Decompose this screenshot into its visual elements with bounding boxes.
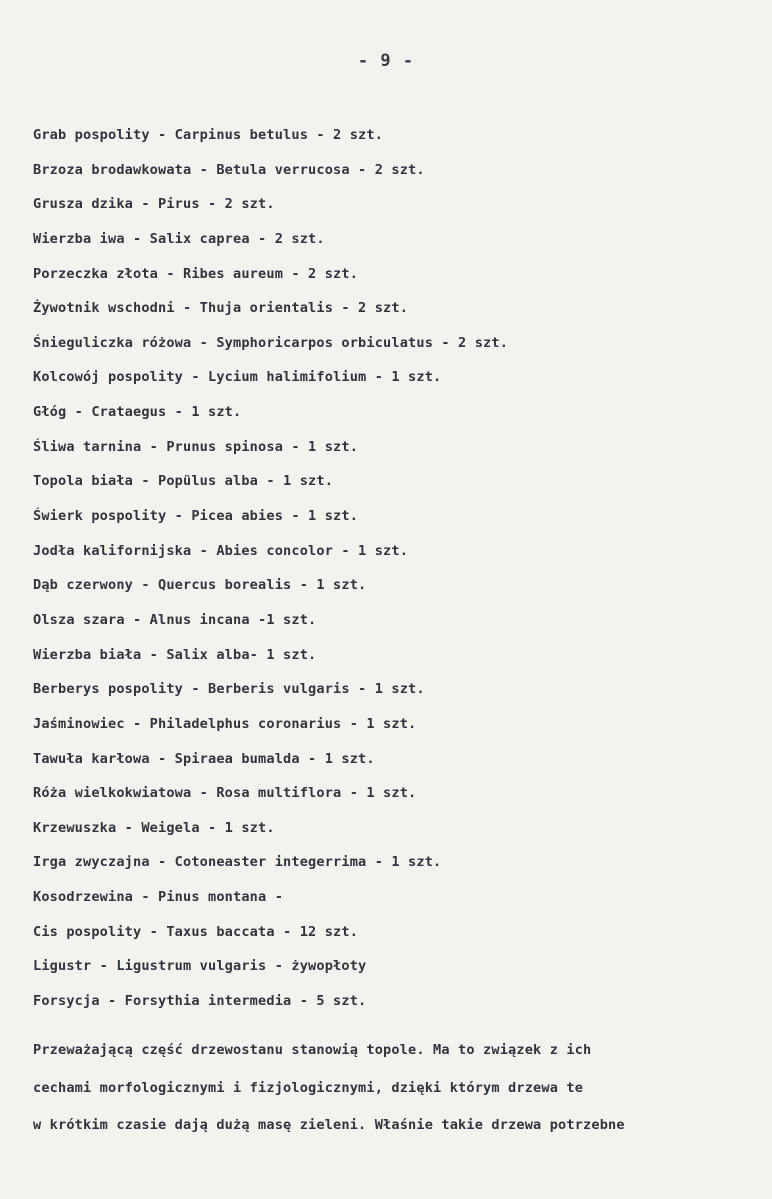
paragraph-line: cechami morfologicznymi i fizjologicznymi, dzięki którym drzewa te: [33, 1079, 584, 1096]
list-item: Kolcowój pospolity - Lycium halimifolium - 1 szt.: [33, 369, 442, 386]
list-item: Ligustr - Ligustrum vulgaris - żywopłoty: [33, 958, 367, 975]
list-item: Dąb czerwony - Quercus borealis - 1 szt.: [33, 577, 367, 594]
list-item: Śliwa tarnina - Prunus spinosa - 1 szt.: [33, 438, 359, 455]
list-item: Grab pospolity - Carpinus betulus - 2 szt.: [33, 127, 384, 143]
body-paragraph: [33, 1032, 766, 1145]
list-item: Olsza szara - Alnus incana -1 szt.: [33, 611, 317, 628]
page-number: - 9 -: [357, 51, 415, 71]
list-item: Tawuła karłowa - Spiraea bumalda - 1 szt.: [33, 750, 375, 767]
list-item: Róża wielkokwiatowa - Rosa multiflora - 1 szt.: [33, 785, 417, 802]
list-item: Cis pospolity - Taxus baccata - 12 szt.: [33, 923, 359, 940]
list-item: Brzoza brodawkowata - Betula verrucosa - 2 szt.: [33, 161, 425, 178]
list-item: Irga zwyczajna - Cotoneaster integerrima - 1 szt.: [33, 854, 442, 871]
list-item: Wierzba iwa - Salix caprea - 2 szt.: [33, 230, 325, 247]
list-item: Żywotnik wschodni - Thuja orientalis - 2 szt.: [33, 300, 409, 317]
list-item: Jodła kalifornijska - Abies concolor - 1 szt.: [33, 542, 409, 559]
list-item: Głóg - Crataegus - 1 szt.: [33, 404, 242, 421]
paragraph-line: w krótkim czasie dają dużą masę zieleni. Właśnie takie drzewa potrzebne: [33, 1117, 625, 1133]
list-item: Porzeczka złota - Ribes aureum - 2 szt.: [33, 265, 359, 282]
list-item: Śnieguliczka różowa - Symphoricarpos orbiculatus - 2 szt.: [33, 334, 509, 351]
paragraph-line: Przeważającą część drzewostanu stanowią topole. Ma to związek z ich: [33, 1042, 592, 1058]
list-item: Jaśminowiec - Philadelphus coronarius - 1 szt.: [33, 715, 417, 732]
list-item: Krzewuszka - Weigela - 1 szt.: [33, 819, 275, 836]
list-item: Grusza dzika - Pirus - 2 szt.: [33, 196, 275, 213]
list-item: Świerk pospolity - Picea abies - 1 szt.: [33, 508, 359, 525]
list-item: Kosodrzewina - Pinus montana -: [33, 889, 284, 906]
list-item: Forsycja - Forsythia intermedia - 5 szt.: [33, 993, 367, 1010]
list-item: Topola biała - Popülus alba - 1 szt.: [33, 473, 334, 490]
list-item: Wierzba biała - Salix alba- 1 szt.: [33, 646, 317, 663]
species-list: [33, 118, 762, 1019]
list-item: Berberys pospolity - Berberis vulgaris - 1 szt.: [33, 681, 425, 698]
